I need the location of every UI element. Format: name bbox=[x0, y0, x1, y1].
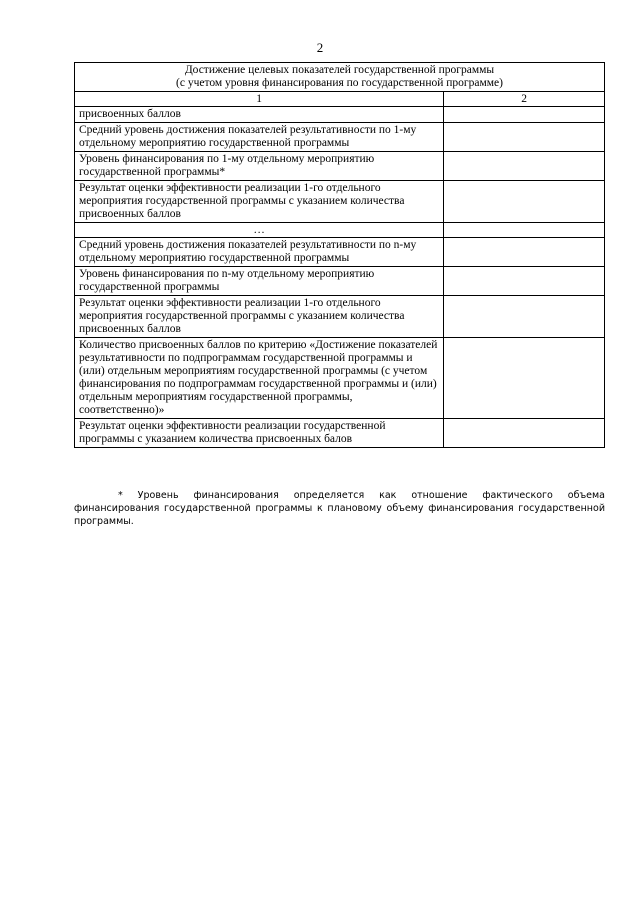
row-value-cell bbox=[444, 296, 605, 338]
row-value-cell bbox=[444, 238, 605, 267]
column-number-row bbox=[75, 92, 605, 107]
table-row bbox=[75, 181, 605, 223]
table-row bbox=[75, 419, 605, 448]
ellipsis-label: … bbox=[75, 223, 444, 238]
row-label: Средний уровень достижения показателей результативности по n-му отдельному мероприятию государственной программы bbox=[75, 238, 444, 267]
row-value-cell bbox=[444, 338, 605, 419]
row-label: Результат оценки эффективности реализации 1-го отдельного мероприятия государственной программы с указанием количества присвоенных баллов bbox=[75, 296, 444, 338]
row-label: присвоенных баллов bbox=[75, 107, 444, 123]
table-row bbox=[75, 238, 605, 267]
column-number-2: 2 bbox=[444, 92, 605, 107]
table-row bbox=[75, 123, 605, 152]
row-value-cell bbox=[444, 181, 605, 223]
table-row bbox=[75, 267, 605, 296]
row-value-cell bbox=[444, 123, 605, 152]
row-label: Результат оценки эффективности реализации 1-го отдельного мероприятия государственной программы с указанием количества присвоенных баллов bbox=[75, 181, 444, 223]
row-label: Уровень финансирования по 1-му отдельному мероприятию государственной программы* bbox=[75, 152, 444, 181]
table-row bbox=[75, 152, 605, 181]
row-label: Средний уровень достижения показателей результативности по 1-му отдельному мероприятию государственной программы bbox=[75, 123, 444, 152]
row-value-cell bbox=[444, 107, 605, 123]
row-label: Результат оценки эффективности реализации государственной программы с указанием количества присвоенных балов bbox=[75, 419, 444, 448]
table-row bbox=[75, 296, 605, 338]
page-number: 2 bbox=[316, 40, 324, 55]
row-label: Количество присвоенных баллов по критерию «Достижение показателей результативности по подпрограммам государственной программы и (или) отдельным мероприятиям государственной программы (с учетом финансирования по подпрограммам государственной программы и (или) отдельным мероприятиям государственной программы, соответственно)» bbox=[75, 338, 444, 419]
row-value-cell bbox=[444, 223, 605, 238]
table-row-ellipsis bbox=[75, 223, 605, 238]
row-label: Уровень финансирования по n-му отдельному мероприятию государственной программы bbox=[75, 267, 444, 296]
row-value-cell bbox=[444, 419, 605, 448]
table-title-line-1: Достижение целевых показателей государственной программы bbox=[184, 64, 495, 76]
evaluation-table bbox=[74, 62, 605, 448]
table-row bbox=[75, 107, 605, 123]
row-value-cell bbox=[444, 267, 605, 296]
column-number-1: 1 bbox=[75, 92, 444, 107]
table-header-row bbox=[75, 63, 605, 92]
table-title-line-2: (с учетом уровня финансирования по государственной программе) bbox=[176, 77, 503, 89]
row-value-cell bbox=[444, 152, 605, 181]
table-title bbox=[75, 63, 605, 92]
table-row bbox=[75, 338, 605, 419]
footnote: * Уровень финансирования определяется как отношение фактического объема финансирования государственной программы к плановому объему финансирования государственной программы. bbox=[74, 490, 605, 527]
